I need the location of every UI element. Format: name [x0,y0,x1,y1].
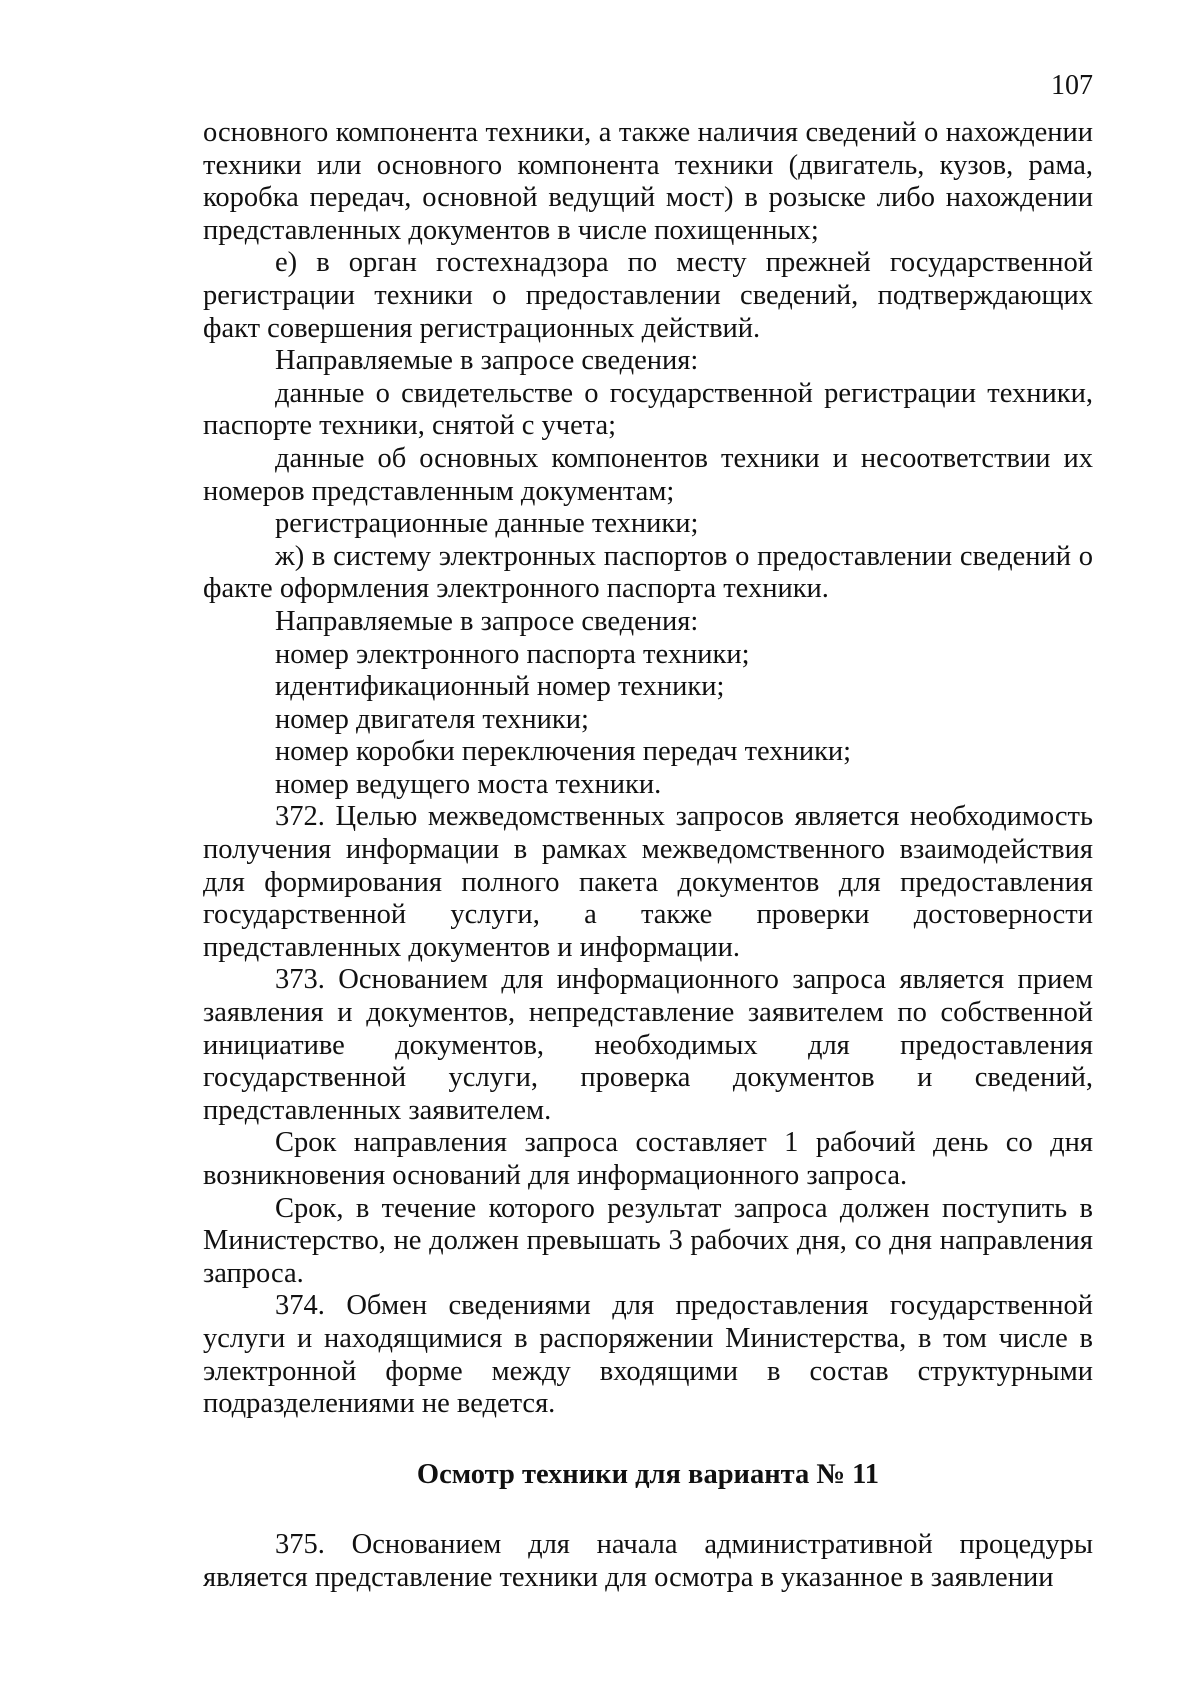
paragraph: номер двигателя техники; [275,703,589,735]
document-body [203,117,1093,1595]
paragraph: Срок, в течение которого результат запроса должен поступить в Министерство, не должен превышать 3 рабочих дня, со дня направления запроса. [203,1192,1093,1289]
paragraph: 373. Основанием для информационного запроса является прием заявления и документов, непредставление заявителем по собственной инициативе документов, необходимых для предоставления государственной услуги, проверка документов и сведений, представленных заявителем. [203,964,1093,1126]
paragraph: 375. Основанием для начала административной процедуры является представление техники для осмотра в указанное в заявлении [203,1529,1093,1593]
paragraphs-after-heading [203,1529,1093,1594]
paragraph: Направляемые в запросе сведения: [275,345,699,377]
paragraph: номер коробки переключения передач техники; [275,736,852,768]
paragraphs-before-heading [203,117,1093,1421]
paragraph: 372. Целью межведомственных запросов является необходимость получения информации в рамках межведомственного взаимодействия для формирования полного пакета документов для предоставления государственной услуги, а также проверки достоверности представленных документов и информации. [203,801,1093,963]
paragraph: номер электронного паспорта техники; [275,638,750,670]
paragraph: номер ведущего моста техники. [275,768,662,800]
paragraph: Направляемые в запросе сведения: [275,605,699,637]
paragraph: данные о свидетельстве о государственной регистрации техники, паспорте техники, снятой с учета; [203,377,1093,442]
paragraph: идентификационный номер техники; [275,671,725,703]
page-number: 107 [1051,70,1093,101]
paragraph: Срок направления запроса составляет 1 рабочий день со дня возникновения оснований для информационного запроса. [203,1127,1093,1191]
paragraph: основного компонента техники, а также наличия сведений о нахождении техники или основного компонента техники (двигатель, кузов, рама, коробка передач, основной ведущий мост) в розыске либо нахождении представленных документов в числе похищенных; [203,117,1093,246]
paragraph: данные об основных компонентов техники и несоответствии их номеров представленным документам; [203,442,1093,507]
paragraph: регистрационные данные техники; [275,508,699,540]
paragraph: ж) в систему электронных паспортов о предоставлении сведений о факте оформления электронного паспорта техники. [203,540,1093,605]
paragraph: е) в орган гостехнадзора по месту прежней государственной регистрации техники о предоставлении сведений, подтверждающих факт совершения регистрационных действий. [203,247,1093,344]
section-heading: Осмотр техники для варианта № 11 [416,1458,880,1490]
paragraph: 374. Обмен сведениями для предоставления государственной услуги и находящимися в распоряжении Министерства, в том числе в электронной форме между входящими в состав структурными подразделениями не ведется. [203,1290,1093,1420]
